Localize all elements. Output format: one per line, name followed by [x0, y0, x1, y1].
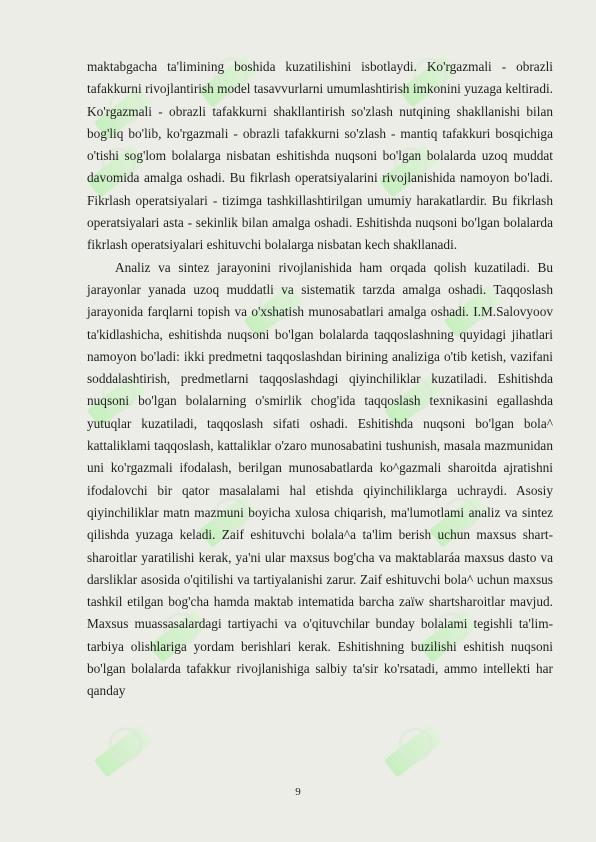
paragraph: maktabgacha ta'limining boshida kuzatilishini isbotlaydi. Ko'rgazmali - obrazli tafakkurni rivojlantirish model tasavvurlarni umumlashtirish imkonini yuzaga keltiradi. Ko'rgazmali - obrazli tafakkurni shakllantirish so'zlash nutqining shakllanishi bilan bog'liq bo'lib, ko'rgazmali - obrazli tafakkurni so'zlash - mantiq tafakkuri bosqichiga o'tishi sog'lom bolalarga nisbatan eshitishda nuqsoni bo'lgan bolalarda uzoq muddat davomida amalga oshadi. Bu fikrlash operatsiyalarini rivojlanishida namoyon bo'ladi. Fikrlash operatsiyalari - tizimga tashkillashtirilgan umumiy harakatlardir. Bu fikrlash operatsiyalari asta - sekinlik bilan amalga oshadi. Eshitishda nuqsoni bo'lgan bolalarda fikrlash operatsiyalari eshituvchi bolalarga nisbatan kech shakllanadi. — [87, 59, 553, 253]
watermark-logo — [88, 717, 161, 787]
watermark-logo — [378, 717, 451, 787]
body-text — [87, 56, 553, 703]
page-number: 9 — [295, 786, 301, 798]
paragraph: Analiz va sintez jarayonini rivojlanishida ham orqada qolish kuzatiladi. Bu jarayonlar yanada uzoq muddatli va sistematik tarzda amalga oshadi. Taqqoslash jarayonida farqlarni topish va o'xshatish munosabatlari amalga oshadi. I.M.Salovyoov ta'kidlashicha, eshitishda nuqsoni bo'lgan bolalarda taqqoslashning quyidagi jihatlari namoyon bo'ladi: ikki predmetni taqqoslashdan birining analiziga o'tib ketish, vazifani soddalashtirish, predmetlarni taqqoslashdagi qiyinchiliklar kuzatiladi. Eshitishda nuqsoni bo'lgan bolalarning o'smirlik chog'ida taqqoslash texnikasini egallashda yutuqlar kuzatiladi, taqqoslash sifati oshadi. Eshitishda nuqsoni bo'lgan bola^ kattaliklami taqqoslash, kattaliklar o'zaro munosabatini tushunish, masala mazmunidan uni ko'rgazmali ifodalash, berilgan munosabatlarda ko^gazmali sharoitda ajratishni ifodalovchi bir qator masalalami hal etishda qiyinchiliklarga uchraydi. Asosiy qiyinchiliklar matn mazmuni boyicha xulosa chiqarish, ma'lumotlami analiz va sintez qilishda yuzaga keladi. Zaif eshituvchi bolala^a ta'lim berish uchun maxsus shart-sharoitlar yaratilishi kerak, ya'ni ular maxsus bog'cha va maktablaráa maxsus dasto va darsliklar asosida o'qitilishi va tartiyalanishi zarur. Zaif eshituvchi bola^ uchun maxsus tashkil etilgan bog'cha hamda maktab intematida barcha zaïw shartsharoitlar mavjud. Maxsus muassasalardagi tartiyachi va o'qituvchilar bunday bolalami tegishli ta'lim-tarbiya olishlariga yordam berishlari kerak. Eshitishning buzilishi eshitish nuqsoni bo'lgan bolalarda tafakkur rivojlanishiga salbiy ta'sir ko'rsatadi, ammo intellekti har qanday — [87, 259, 553, 699]
